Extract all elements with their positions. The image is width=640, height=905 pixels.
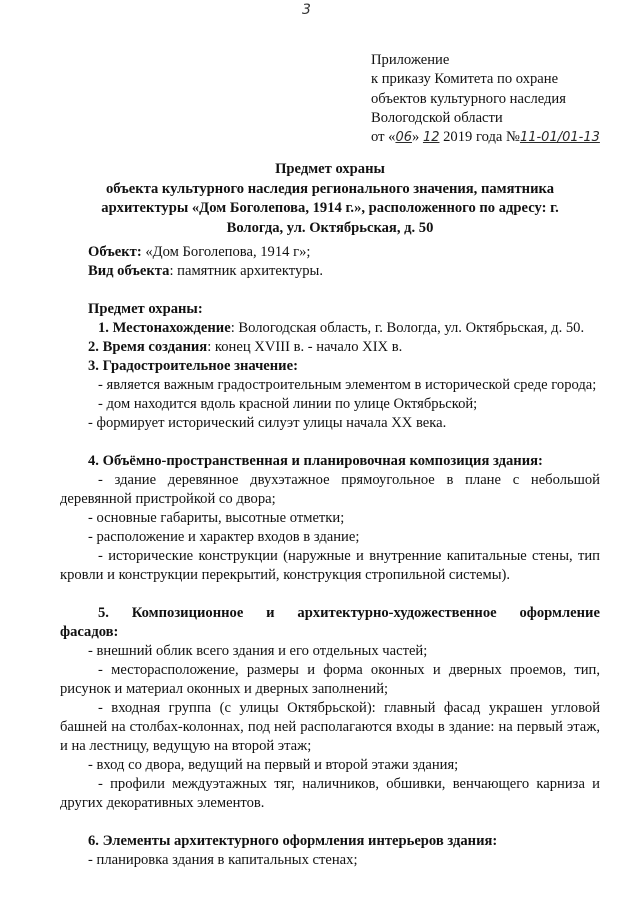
section-3-heading: 3. Градостроительное значение: [88,358,298,374]
appendix-line: Приложение [371,52,450,68]
list-item: - внешний облик всего здания и его отдельных частей; [88,643,428,659]
list-item: - дом находится вдоль красной линии по улице Октябрьской; [98,396,478,412]
appendix-line: объектов культурного наследия [371,90,566,107]
list-item: - исторические конструкции (наружные и внутренние капитальные стены, тип кровли и конструкции перекрытий, конструкция стропильной системы). [60,548,600,583]
date-year: 2019 года № [439,129,520,146]
appendix-line: к приказу Комитета по охране [371,71,559,88]
section-2 [88,338,600,357]
list-item: - формирует исторический силуэт улицы начала XX века. [88,415,447,431]
title-line: объекта культурного наследия регионального значения, памятника [106,180,554,197]
list-item: - месторасположение, размеры и форма оконных и дверных проемов, тип, рисунок и материал оконных и дверных заполнений; [60,662,600,697]
section-1 [60,319,600,338]
page-number: 3 [302,2,311,18]
object-type-value: : памятник архитектуры. [169,263,323,279]
list-item: - входная группа (с улицы Октябрьской): главный фасад украшен угловой башней на столбах-колоннах, под ней располагаются входы в здание: на первый этаж, и на лестницу, ведущую на второй этаж; [60,700,600,754]
title-line: Вологда, ул. Октябрьская, д. 50 [226,219,434,236]
list-item: - профили междуэтажных тяг, наличников, обшивки, венчающего карниза и других декоративных элементов. [60,776,600,811]
title-line: архитектуры «Дом Боголепова, 1914 г.», расположенного по адресу: г. [101,200,559,216]
appendix-header [371,51,600,147]
handwritten-month: 12 [422,130,440,146]
handwritten-day: 06 [395,130,412,146]
section-5-heading-cont: фасадов: [60,624,119,640]
object-value: «Дом Боголепова, 1914 г»; [141,244,311,260]
list-item: - расположение и характер входов в здание; [88,529,360,545]
document-body [60,243,600,870]
object-label: Объект: [88,244,142,260]
section-4-heading: 4. Объёмно-пространственная и планировочная композиция здания: [88,453,543,469]
section-5-heading: 5. Композиционное и архитектурно-художественное оформление [98,605,600,621]
appendix-line: Вологодской области [371,109,503,126]
section-1-label: 1. Местонахождение [98,320,231,336]
appendix-date-line [371,128,600,147]
section-2-label: 2. Время создания [88,339,208,355]
handwritten-order-number: 11-01/01-13 [519,130,600,146]
title-line: Предмет охраны [275,161,385,177]
section-6-heading: 6. Элементы архитектурного оформления интерьеров здания: [88,833,498,849]
list-item: - здание деревянное двухэтажное прямоугольное в плане с небольшой деревянной пристройкой со двора; [60,472,600,507]
object-type-line [88,262,600,281]
section-2-value: : конец XVIII в. - начало XIX в. [207,339,403,355]
list-item: - основные габариты, высотные отметки; [88,510,345,526]
list-item: - является важным градостроительным элементом в исторической среде города; [98,377,597,393]
list-item: - вход со двора, ведущий на первый и второй этажи здания; [88,757,459,773]
section-1-value: : Вологодская область, г. Вологда, ул. Октябрьская, д. 50. [230,320,585,336]
date-mid: » [411,129,423,146]
object-type-label: Вид объекта [88,263,170,279]
document-title [60,160,600,238]
date-prefix: от « [371,129,396,146]
list-item: - планировка здания в капитальных стенах; [88,852,358,868]
object-line [88,243,600,262]
subject-heading: Предмет охраны: [88,301,203,317]
